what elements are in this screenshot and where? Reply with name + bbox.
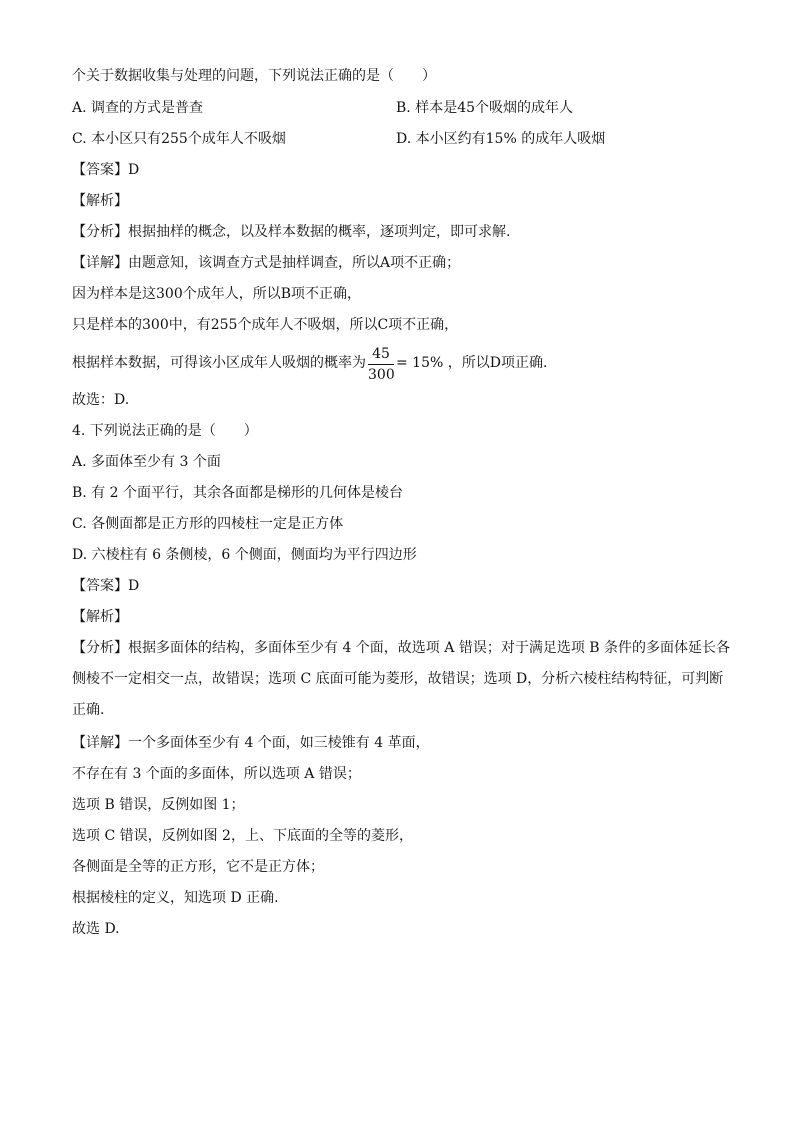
q3-option-d: D. 本小区约有15% 的成年人吸烟 <box>396 131 606 147</box>
q4-xiangjie-4: 选项 C 错误，反例如图 2，上、下底面的全等的菱形， <box>72 828 413 844</box>
q3-xiangjie-2: 因为样本是这300个成年人，所以B项不正确， <box>72 286 362 302</box>
q3-xiangjie-4-post: = 15% ，所以D项正确. <box>396 355 548 371</box>
q4-fenxi-2: 侧棱不一定相交一点，故错误；选项 C 底面可能为菱形，故错误；选项 D，分析六棱柱结构特征，可判断 <box>72 671 724 687</box>
q3-choose: 故选：D. <box>72 392 130 408</box>
q3-intro: 个关于数据收集与处理的问题，下列说法正确的是（ ） <box>72 68 436 84</box>
q3-answer: 【答案】D <box>72 162 140 178</box>
q3-analysis-heading: 【解析】 <box>72 193 128 209</box>
q3-xiangjie-3: 只是样本的300中，有255个成年人不吸烟，所以C项不正确， <box>72 317 459 333</box>
q4-choose: 故选 D. <box>72 921 120 937</box>
q4-fenxi-3: 正确. <box>72 702 105 718</box>
q3-xiangjie-1: 【详解】由题意知，该调查方式是抽样调查，所以A项不正确； <box>72 255 461 271</box>
q3-option-a: A. 调查的方式是普查 <box>72 100 204 116</box>
q4-analysis-heading: 【解析】 <box>72 609 128 625</box>
q3-option-b: B. 样本是45个吸烟的成年人 <box>396 100 574 116</box>
q4-stem: 4. 下列说法正确的是（ ） <box>72 423 258 439</box>
q4-option-c: C. 各侧面都是正方形的四棱柱一定是正方体 <box>72 516 344 532</box>
probability-fraction <box>368 345 394 384</box>
q4-fenxi-1: 【分析】根据多面体的结构，多面体至少有 4 个面，故选项 A 错误；对于满足选项 B 条件的多面体延长各 <box>72 640 731 656</box>
q3-xiangjie-4-pre: 根据样本数据，可得该小区成年人吸烟的概率为 <box>72 355 366 371</box>
q4-option-d: D. 六棱柱有 6 条侧棱，6 个侧面，侧面均为平行四边形 <box>72 547 417 563</box>
q4-xiangjie-5: 各侧面是全等的正方形，它不是正方体； <box>72 859 324 875</box>
q4-xiangjie-3: 选项 B 错误，反例如图 1； <box>72 797 245 813</box>
q3-fenxi: 【分析】根据抽样的概念，以及样本数据的概率，逐项判定，即可求解. <box>72 224 511 240</box>
q4-xiangjie-1: 【详解】一个多面体至少有 4 个面，如三棱锥有 4 革面， <box>72 735 430 751</box>
fraction-bar <box>368 364 394 365</box>
q4-xiangjie-6: 根据棱柱的定义，知选项 D 正确. <box>72 890 279 906</box>
q4-option-a: A. 多面体至少有 3 个面 <box>72 454 221 470</box>
fraction-numerator: 45 <box>372 346 390 362</box>
fraction-denominator: 300 <box>368 367 395 383</box>
q4-answer: 【答案】D <box>72 578 140 594</box>
q4-xiangjie-2: 不存在有 3 个面的多面体，所以选项 A 错误； <box>72 766 361 782</box>
q3-option-c: C. 本小区只有255个成年人不吸烟 <box>72 131 286 147</box>
q4-option-b: B. 有 2 个面平行，其余各面都是梯形的几何体是棱台 <box>72 485 403 501</box>
